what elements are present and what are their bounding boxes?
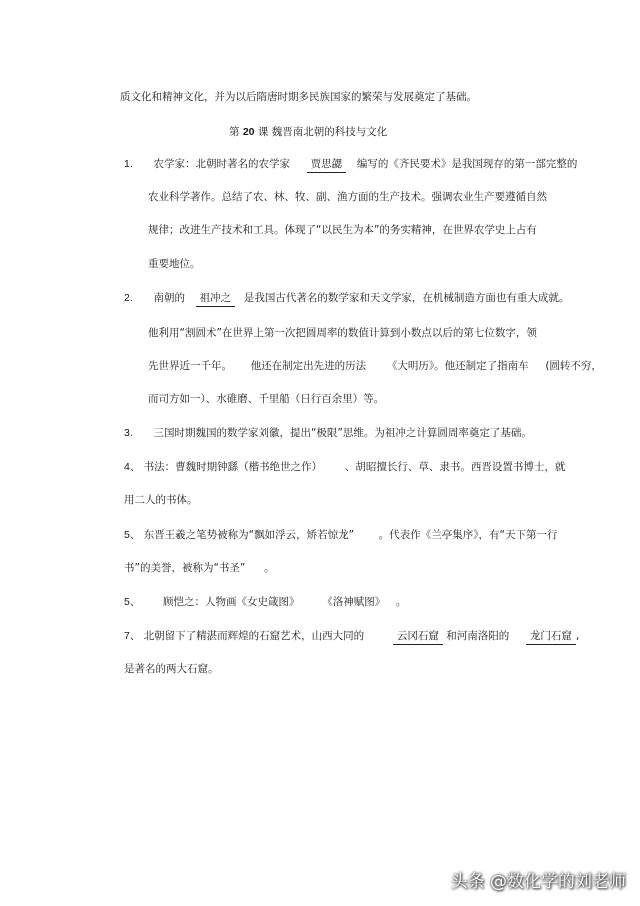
item-text: 规律；改进生产技术和工具。体现了“以民生为本”的务实精神，在世界农学史上占有 — [148, 224, 537, 236]
item-text: 顾恺之：人物画《女史箴图》 — [163, 596, 300, 608]
item-text: 编写的《齐民要术》是我国现存的第一部完整的 — [356, 158, 578, 170]
item-text: 《大明历》。他还制定了指南车 — [386, 360, 529, 372]
watermark: 头条 @数化学的刘老师 — [450, 872, 626, 892]
intro-text: 质文化和精神文化，并为以后隋唐时期多民族国家的繁荣与发展奠定了基础。 — [120, 91, 477, 103]
item-text: 重要地位。 — [148, 258, 201, 270]
title-suffix: 课 魏晋南北朝的科技与文化 — [257, 126, 388, 138]
item-text: 是著名的两大石窟。 — [124, 663, 219, 675]
item-text: 农业科学著作。总结了农、林、牧、副、渔方面的生产技术。强调农业生产要遵循自然 — [148, 191, 547, 203]
item-text: 而司方如一）、水碓磨、千里船（日行百余里）等。 — [148, 393, 385, 405]
item-1-line-1 — [124, 156, 577, 173]
item-1-line-3 — [148, 222, 537, 238]
item-4-line-2 — [124, 492, 198, 508]
item-text: 和河南洛阳的 — [446, 630, 510, 642]
item-2-line-1 — [124, 290, 569, 307]
item-1-line-2 — [148, 189, 547, 205]
item-text: 。代表作《兰亭集序》，有“天下第一行 — [378, 529, 558, 541]
item-7-line-2 — [124, 661, 219, 677]
title-prefix: 第 — [229, 126, 240, 138]
item-text: 南朝的 — [153, 292, 185, 304]
item-marker: 5、 — [124, 529, 141, 541]
item-marker: 1. — [124, 158, 133, 170]
item-text: 农学家：北朝时著名的农学家 — [153, 158, 290, 170]
item-1-line-4 — [148, 256, 201, 272]
item-text: 是我国古代著名的数学家和天文学家，在机械制造方面也有重大成就。 — [243, 292, 570, 304]
item-2-line-3 — [148, 358, 602, 374]
intro-line — [120, 89, 477, 105]
item-text: (圆转不穷， — [545, 360, 602, 372]
item-text: 东晋王羲之笔势被称为“飘如浮云，矫若惊龙” — [143, 529, 355, 541]
item-text: 先世界近一千年。 — [148, 360, 232, 372]
item-text: 、胡昭擅长行、草、隶书。西晋设置书博士，就 — [344, 461, 566, 473]
item-text: 北朝留下了精湛而辉煌的石窟艺术，山西大同的 — [143, 630, 365, 642]
answer-blank: 龙门石窟 — [526, 629, 576, 645]
item-text: 。 — [395, 596, 407, 608]
item-3-line-1 — [124, 425, 532, 441]
item-marker: 4、 — [124, 461, 141, 473]
item-5-line-2 — [124, 560, 275, 576]
item-marker: 3. — [124, 427, 133, 439]
answer-blank: 祖冲之 — [196, 291, 236, 307]
item-5-line-1 — [124, 527, 557, 543]
answer-blank: 贾思勰 — [307, 157, 347, 173]
item-4-line-1 — [124, 459, 565, 475]
item-text: 三国时期魏国的数学家刘徽，提出“极限”思维。为祖冲之计算圆周率奠定了基础。 — [153, 427, 532, 439]
item-6-line-1 — [124, 594, 406, 610]
item-text: 用二人的书体。 — [124, 494, 198, 506]
item-7-line-1 — [124, 628, 579, 645]
item-text: 他还在制定出先进的历法 — [250, 360, 367, 372]
item-text: 书法：曹魏时期钟繇（楷书绝世之作） — [143, 461, 323, 473]
answer-blank: 云冈石窟 — [393, 629, 443, 645]
item-2-line-4 — [148, 391, 384, 407]
item-2-line-2 — [148, 325, 537, 341]
item-text: 《洛神赋图》 — [322, 596, 386, 608]
item-text: 书”的美誉，被称为“书圣” — [124, 562, 246, 574]
title-number: 20 — [242, 126, 255, 138]
item-text: , — [575, 630, 580, 642]
item-marker: 5、 — [124, 596, 141, 608]
item-marker: 7、 — [124, 630, 141, 642]
item-text: 他利用“割圆术”在世界上第一次把圆周率的数值计算到小数点以后的第七位数字，领 — [148, 327, 537, 339]
item-text: 。 — [264, 562, 275, 574]
lesson-title — [229, 124, 387, 140]
item-marker: 2. — [124, 292, 133, 304]
